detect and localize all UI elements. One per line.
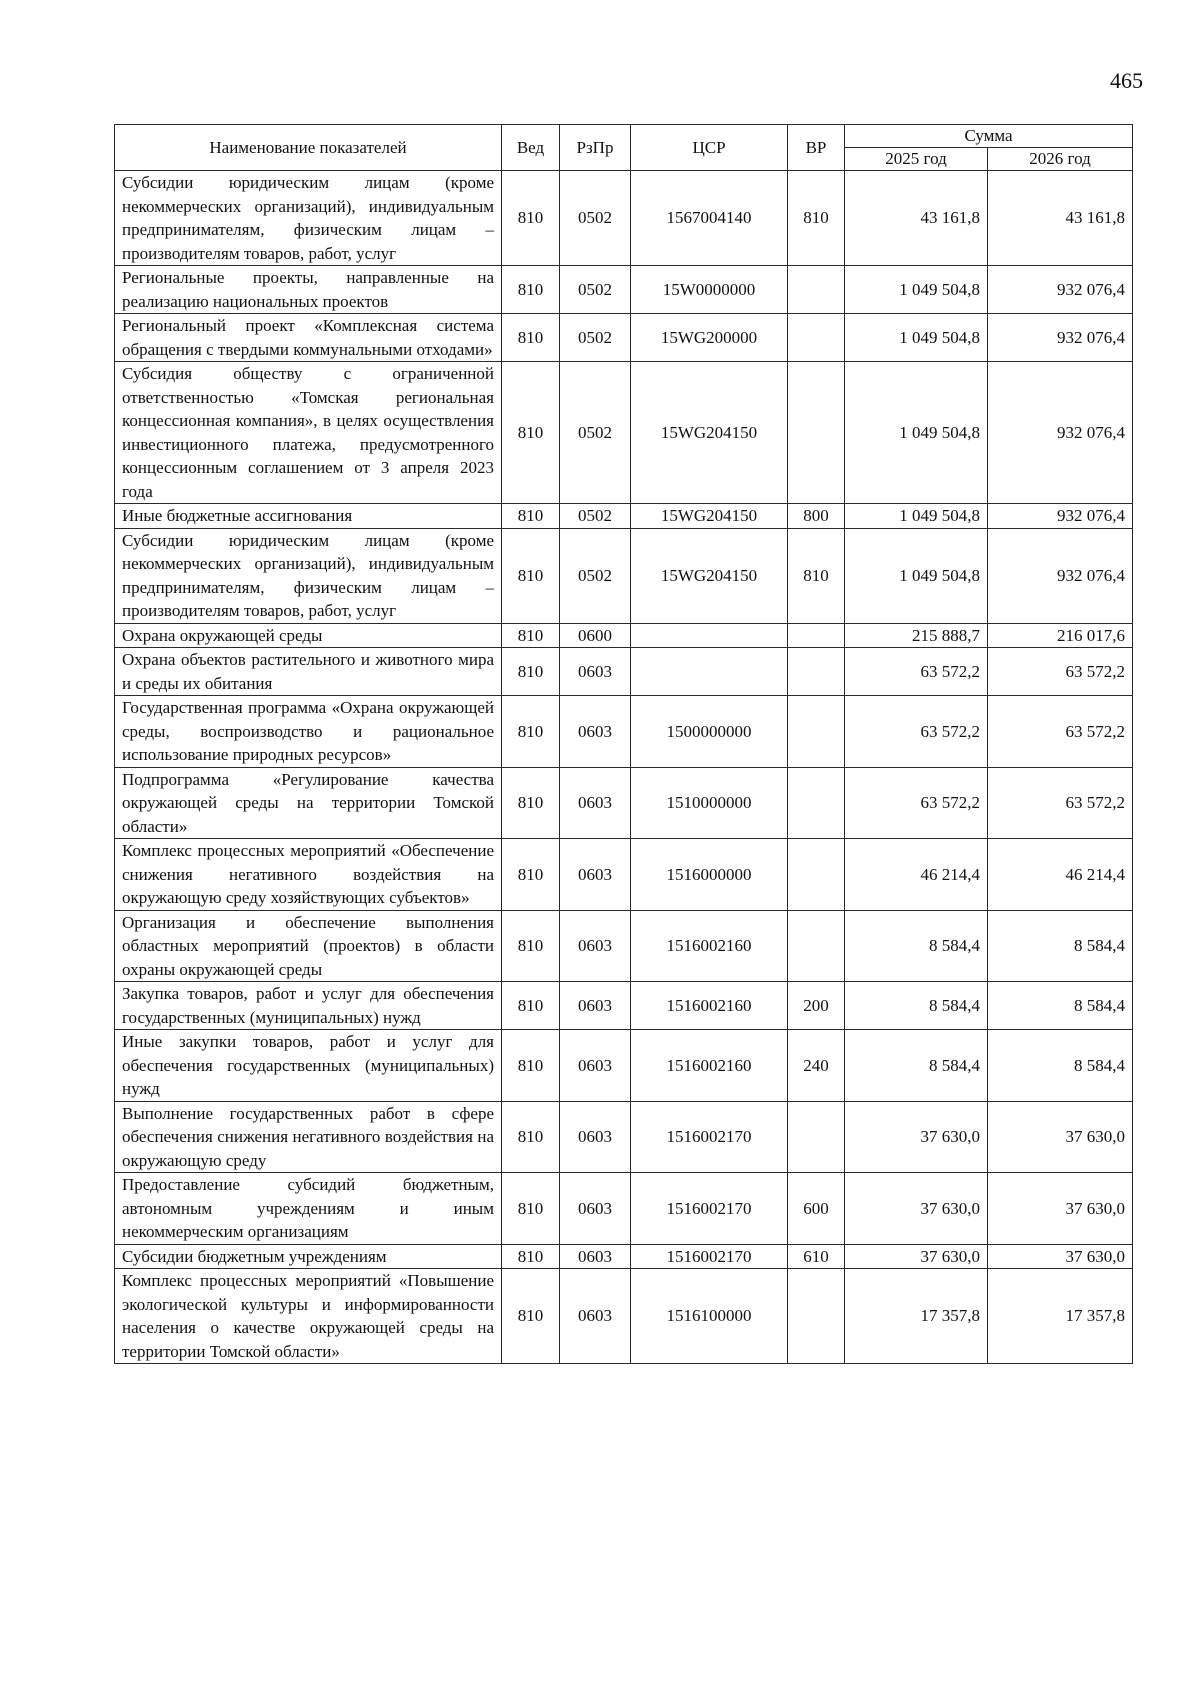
row-sum-2025-cell: 8 584,4 (845, 910, 988, 982)
row-sum-2025-cell: 63 572,2 (845, 648, 988, 696)
row-sum-2025-cell: 8 584,4 (845, 982, 988, 1030)
row-name-cell: Комплекс процессных мероприятий «Повышение экологической культуры и информированности населения о качестве окружающей среды на территории Томской области» (115, 1269, 502, 1364)
row-sum-2025-cell: 63 572,2 (845, 767, 988, 839)
table-row (115, 528, 1133, 623)
table-body (115, 171, 1133, 1364)
row-name-cell: Иные закупки товаров, работ и услуг для обеспечения государственных (муниципальных) нужд (115, 1030, 502, 1102)
row-name-cell: Иные бюджетные ассигнования (115, 504, 502, 529)
row-rzpr-cell: 0603 (560, 1030, 631, 1102)
row-ved-cell: 810 (502, 648, 560, 696)
row-sum-2025-cell: 1 049 504,8 (845, 314, 988, 362)
row-vr-cell (788, 266, 845, 314)
row-csr-cell: 1516000000 (631, 839, 788, 911)
row-name-cell: Региональный проект «Комплексная система обращения с твердыми коммунальными отходами» (115, 314, 502, 362)
table-row (115, 1030, 1133, 1102)
row-sum-2026-cell: 17 357,8 (988, 1269, 1133, 1364)
row-csr-cell: 1516002160 (631, 910, 788, 982)
row-sum-2026-cell: 932 076,4 (988, 504, 1133, 529)
row-rzpr-cell: 0502 (560, 266, 631, 314)
row-rzpr-cell: 0502 (560, 362, 631, 504)
row-vr-cell: 240 (788, 1030, 845, 1102)
table-row (115, 1101, 1133, 1173)
row-name-cell: Региональные проекты, направленные на реализацию национальных проектов (115, 266, 502, 314)
row-sum-2026-cell: 8 584,4 (988, 910, 1133, 982)
row-vr-cell (788, 314, 845, 362)
row-vr-cell: 810 (788, 171, 845, 266)
row-ved-cell: 810 (502, 623, 560, 648)
row-sum-2025-cell: 17 357,8 (845, 1269, 988, 1364)
row-vr-cell: 810 (788, 528, 845, 623)
table-row (115, 1173, 1133, 1245)
row-name-cell: Предоставление субсидий бюджетным, автономным учреждениям и иным некоммерческим организациям (115, 1173, 502, 1245)
row-name-cell: Выполнение государственных работ в сфере обеспечения снижения негативного воздействия на окружающую среду (115, 1101, 502, 1173)
row-vr-cell: 600 (788, 1173, 845, 1245)
row-ved-cell: 810 (502, 767, 560, 839)
row-rzpr-cell: 0603 (560, 648, 631, 696)
row-vr-cell: 200 (788, 982, 845, 1030)
row-rzpr-cell: 0603 (560, 910, 631, 982)
table-row (115, 839, 1133, 911)
row-rzpr-cell: 0502 (560, 171, 631, 266)
row-rzpr-cell: 0502 (560, 528, 631, 623)
row-rzpr-cell: 0603 (560, 982, 631, 1030)
row-vr-cell (788, 648, 845, 696)
row-csr-cell: 15WG200000 (631, 314, 788, 362)
row-sum-2025-cell: 63 572,2 (845, 696, 988, 768)
row-ved-cell: 810 (502, 314, 560, 362)
row-sum-2025-cell: 46 214,4 (845, 839, 988, 911)
header-vr: ВР (788, 125, 845, 171)
row-rzpr-cell: 0603 (560, 767, 631, 839)
row-ved-cell: 810 (502, 528, 560, 623)
row-sum-2026-cell: 8 584,4 (988, 982, 1133, 1030)
row-ved-cell: 810 (502, 910, 560, 982)
row-ved-cell: 810 (502, 362, 560, 504)
row-vr-cell (788, 623, 845, 648)
row-csr-cell: 1516002170 (631, 1244, 788, 1269)
table-row (115, 696, 1133, 768)
row-csr-cell: 15WG204150 (631, 504, 788, 529)
row-ved-cell: 810 (502, 266, 560, 314)
row-sum-2026-cell: 932 076,4 (988, 266, 1133, 314)
row-rzpr-cell: 0502 (560, 504, 631, 529)
row-name-cell: Субсидии бюджетным учреждениям (115, 1244, 502, 1269)
row-sum-2025-cell: 37 630,0 (845, 1173, 988, 1245)
row-sum-2025-cell: 215 888,7 (845, 623, 988, 648)
row-rzpr-cell: 0603 (560, 1269, 631, 1364)
page-number: 465 (1110, 68, 1143, 93)
row-sum-2026-cell: 37 630,0 (988, 1101, 1133, 1173)
table-row (115, 504, 1133, 529)
table-row (115, 171, 1133, 266)
row-ved-cell: 810 (502, 1173, 560, 1245)
header-rzpr: РзПр (560, 125, 631, 171)
row-csr-cell: 15WG204150 (631, 362, 788, 504)
table-row (115, 648, 1133, 696)
row-vr-cell (788, 767, 845, 839)
table-row (115, 1244, 1133, 1269)
row-name-cell: Подпрограмма «Регулирование качества окружающей среды на территории Томской области» (115, 767, 502, 839)
row-csr-cell: 1567004140 (631, 171, 788, 266)
row-rzpr-cell: 0603 (560, 1173, 631, 1245)
row-sum-2026-cell: 63 572,2 (988, 767, 1133, 839)
row-sum-2025-cell: 8 584,4 (845, 1030, 988, 1102)
row-csr-cell: 1516100000 (631, 1269, 788, 1364)
budget-table (114, 124, 1133, 1364)
row-rzpr-cell: 0603 (560, 1244, 631, 1269)
row-sum-2026-cell: 46 214,4 (988, 839, 1133, 911)
row-sum-2026-cell: 8 584,4 (988, 1030, 1133, 1102)
header-name: Наименование показателей (115, 125, 502, 171)
row-vr-cell (788, 839, 845, 911)
row-ved-cell: 810 (502, 839, 560, 911)
row-csr-cell: 1500000000 (631, 696, 788, 768)
row-name-cell: Охрана окружающей среды (115, 623, 502, 648)
header-csr: ЦСР (631, 125, 788, 171)
row-ved-cell: 810 (502, 1101, 560, 1173)
row-csr-cell (631, 623, 788, 648)
header-ved: Вед (502, 125, 560, 171)
row-rzpr-cell: 0603 (560, 839, 631, 911)
row-sum-2026-cell: 63 572,2 (988, 696, 1133, 768)
row-sum-2025-cell: 1 049 504,8 (845, 504, 988, 529)
row-rzpr-cell: 0502 (560, 314, 631, 362)
row-vr-cell: 610 (788, 1244, 845, 1269)
row-name-cell: Охрана объектов растительного и животного мира и среды их обитания (115, 648, 502, 696)
row-sum-2026-cell: 37 630,0 (988, 1173, 1133, 1245)
row-ved-cell: 810 (502, 1030, 560, 1102)
row-name-cell: Государственная программа «Охрана окружающей среды, воспроизводство и рациональное использование природных ресурсов» (115, 696, 502, 768)
row-sum-2026-cell: 216 017,6 (988, 623, 1133, 648)
row-vr-cell (788, 1269, 845, 1364)
header-sum: Сумма (845, 125, 1133, 148)
row-vr-cell (788, 696, 845, 768)
row-rzpr-cell: 0600 (560, 623, 631, 648)
row-vr-cell (788, 362, 845, 504)
row-name-cell: Субсидии юридическим лицам (кроме некоммерческих организаций), индивидуальным предпринимателям, физическим лицам – производителям товаров, работ, услуг (115, 528, 502, 623)
row-sum-2025-cell: 37 630,0 (845, 1244, 988, 1269)
row-csr-cell: 1516002170 (631, 1173, 788, 1245)
row-name-cell: Субсидия обществу с ограниченной ответственностью «Томская региональная концессионная компания», в целях осуществления инвестиционного платежа, предусмотренного концессионным соглашением от 3 апреля 2023 года (115, 362, 502, 504)
row-sum-2025-cell: 1 049 504,8 (845, 266, 988, 314)
table-row (115, 266, 1133, 314)
row-ved-cell: 810 (502, 504, 560, 529)
row-csr-cell (631, 648, 788, 696)
row-sum-2026-cell: 932 076,4 (988, 314, 1133, 362)
row-name-cell: Комплекс процессных мероприятий «Обеспечение снижения негативного воздействия на окружающую среду хозяйствующих субъектов» (115, 839, 502, 911)
header-year-2025: 2025 год (845, 148, 988, 171)
row-csr-cell: 1516002160 (631, 982, 788, 1030)
row-csr-cell: 1516002170 (631, 1101, 788, 1173)
table-row (115, 910, 1133, 982)
header-year-2026: 2026 год (988, 148, 1133, 171)
row-ved-cell: 810 (502, 1244, 560, 1269)
table-header-row (115, 125, 1133, 148)
row-sum-2026-cell: 932 076,4 (988, 528, 1133, 623)
table-row (115, 982, 1133, 1030)
row-ved-cell: 810 (502, 1269, 560, 1364)
table-row (115, 767, 1133, 839)
row-csr-cell: 15WG204150 (631, 528, 788, 623)
row-sum-2026-cell: 932 076,4 (988, 362, 1133, 504)
row-sum-2026-cell: 63 572,2 (988, 648, 1133, 696)
row-sum-2025-cell: 43 161,8 (845, 171, 988, 266)
row-rzpr-cell: 0603 (560, 1101, 631, 1173)
row-name-cell: Субсидии юридическим лицам (кроме некоммерческих организаций), индивидуальным предпринимателям, физическим лицам – производителям товаров, работ, услуг (115, 171, 502, 266)
row-name-cell: Закупка товаров, работ и услуг для обеспечения государственных (муниципальных) нужд (115, 982, 502, 1030)
row-sum-2025-cell: 1 049 504,8 (845, 528, 988, 623)
row-sum-2026-cell: 37 630,0 (988, 1244, 1133, 1269)
table-row (115, 362, 1133, 504)
row-vr-cell (788, 1101, 845, 1173)
table-row (115, 1269, 1133, 1364)
table-row (115, 623, 1133, 648)
row-vr-cell (788, 910, 845, 982)
row-sum-2025-cell: 37 630,0 (845, 1101, 988, 1173)
row-csr-cell: 1516002160 (631, 1030, 788, 1102)
row-sum-2025-cell: 1 049 504,8 (845, 362, 988, 504)
row-rzpr-cell: 0603 (560, 696, 631, 768)
row-vr-cell: 800 (788, 504, 845, 529)
row-csr-cell: 1510000000 (631, 767, 788, 839)
row-name-cell: Организация и обеспечение выполнения областных мероприятий (проектов) в области охраны окружающей среды (115, 910, 502, 982)
table-row (115, 314, 1133, 362)
row-ved-cell: 810 (502, 982, 560, 1030)
row-ved-cell: 810 (502, 171, 560, 266)
row-ved-cell: 810 (502, 696, 560, 768)
row-sum-2026-cell: 43 161,8 (988, 171, 1133, 266)
row-csr-cell: 15W0000000 (631, 266, 788, 314)
